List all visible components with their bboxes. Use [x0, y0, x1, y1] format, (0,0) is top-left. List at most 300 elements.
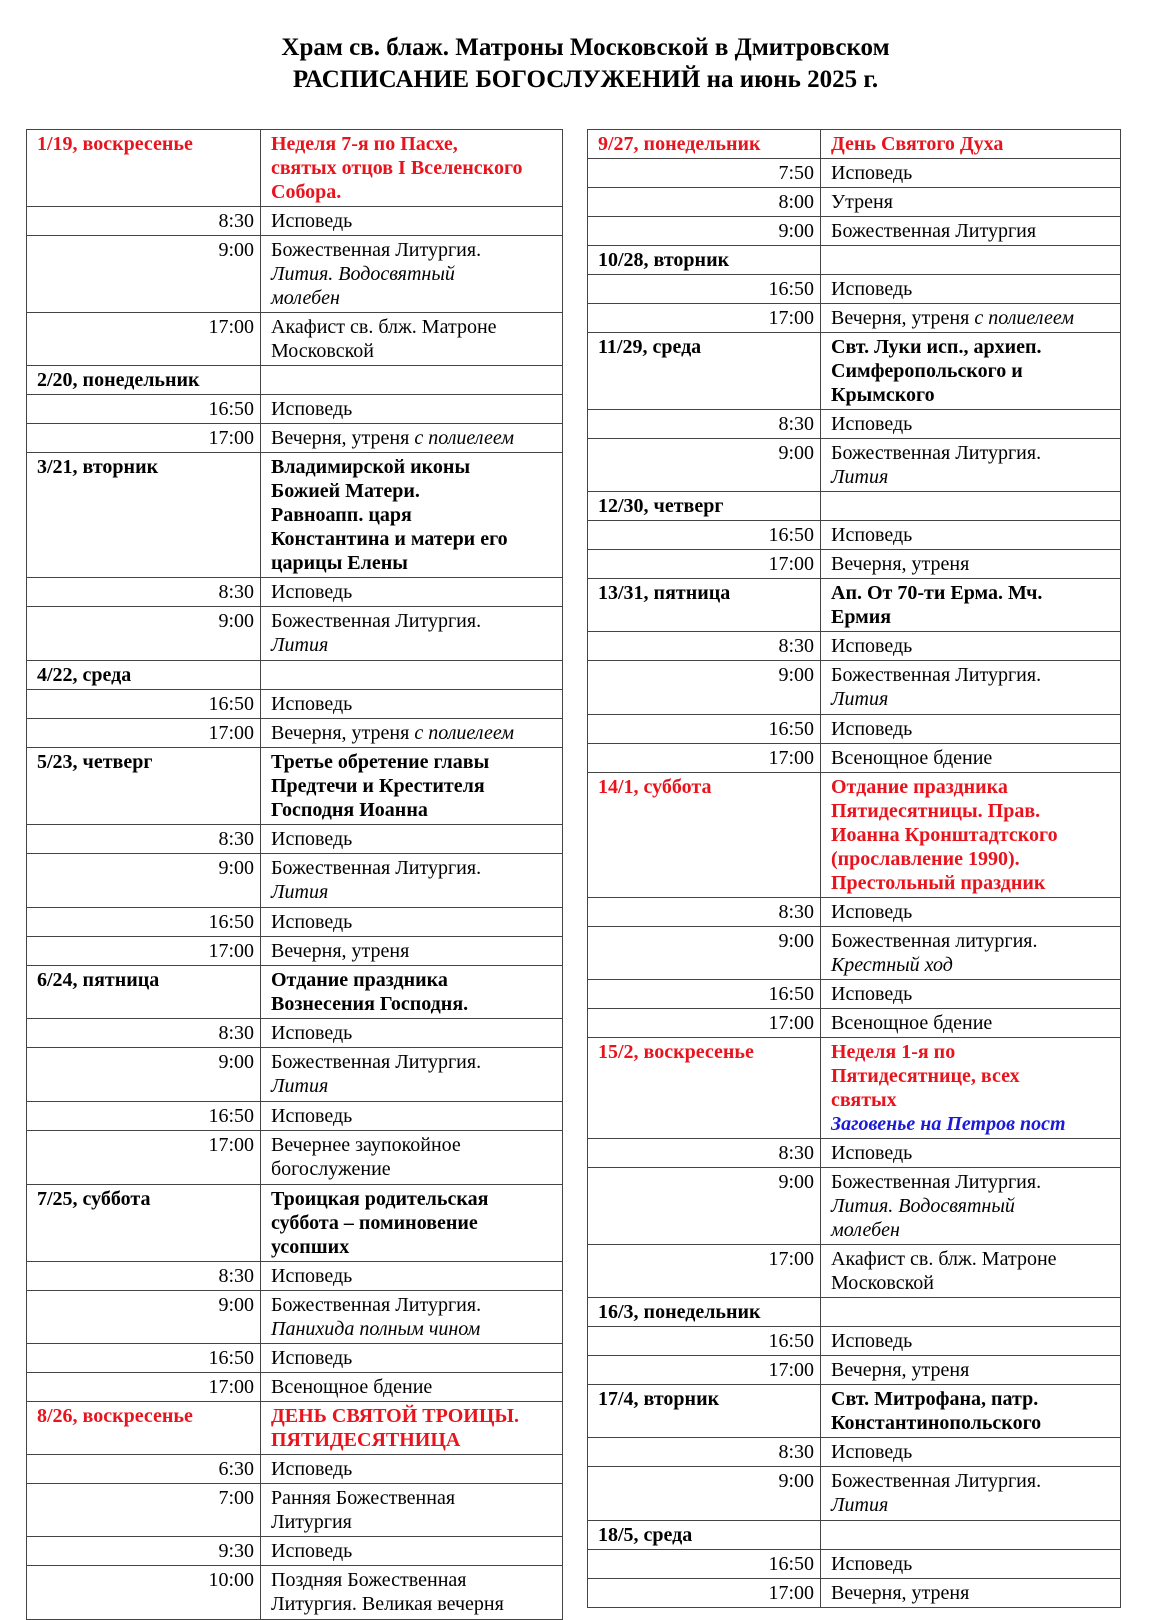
text-segment: Исповедь [271, 210, 353, 232]
text-segment: Божественная Литургия [831, 220, 1037, 242]
day-title [821, 130, 1121, 159]
service-time: 7:00 [27, 1484, 261, 1537]
service-row [27, 395, 563, 424]
text-segment: Исповедь [831, 718, 913, 740]
service-description [821, 410, 1121, 439]
day-date: 2/20, понедельник [27, 366, 261, 395]
service-description [821, 304, 1121, 333]
service-description [261, 1537, 563, 1566]
text-segment: Божией Матери. [271, 480, 420, 502]
text-segment: Вечернее заупокойное [271, 1134, 461, 1156]
service-time: 8:30 [588, 632, 821, 661]
fast-note: Заговенье на Петров пост [831, 1113, 1066, 1135]
service-row [27, 1566, 563, 1620]
text-segment: Вечерня, утреня [271, 940, 410, 962]
text-segment: Божественная Литургия. [271, 1294, 482, 1316]
text-segment: Исповедь [831, 1330, 913, 1352]
service-time: 16:50 [27, 395, 261, 424]
service-description [261, 854, 563, 908]
day-row [27, 130, 563, 207]
service-description [821, 1168, 1121, 1245]
text-segment: Исповедь [831, 635, 913, 657]
day-row [588, 130, 1121, 159]
text-segment: Равноапп. царя [271, 504, 412, 526]
church-title: Храм св. блаж. Матроны Московской в Дмитровском [281, 34, 890, 61]
service-row [27, 578, 563, 607]
day-title [821, 333, 1121, 410]
service-description [261, 1291, 563, 1344]
day-date: 8/26, воскресенье [27, 1402, 261, 1455]
day-title [821, 1298, 1121, 1327]
text-segment: Исповедь [271, 1022, 353, 1044]
text-segment: Неделя 1-я по [831, 1041, 956, 1063]
text-segment: Крестный ход [831, 954, 953, 976]
day-title [821, 773, 1121, 898]
schedule-table-right [587, 129, 1121, 1608]
text-segment: Московской [831, 1272, 934, 1294]
day-row [588, 246, 1121, 275]
text-segment: Исповедь [831, 413, 913, 435]
service-description [261, 578, 563, 607]
day-date: 10/28, вторник [588, 246, 821, 275]
service-row [588, 1550, 1121, 1579]
text-segment: Третье обретение главы [271, 751, 490, 773]
text-segment: Исповедь [831, 524, 913, 546]
service-row [588, 744, 1121, 773]
text-segment: Исповедь [271, 911, 353, 933]
text-segment: Божественная Литургия. [271, 610, 482, 632]
service-description [261, 1344, 563, 1373]
text-segment: Ермия [831, 606, 892, 628]
text-segment: Исповедь [831, 1142, 913, 1164]
service-time: 16:50 [588, 521, 821, 550]
text-segment: Утреня [831, 191, 893, 213]
day-row [588, 492, 1121, 521]
service-row [27, 854, 563, 908]
day-title [821, 492, 1121, 521]
service-description [261, 395, 563, 424]
service-row [588, 632, 1121, 661]
service-description [821, 980, 1121, 1009]
day-title [261, 130, 563, 207]
day-date: 14/1, суббота [588, 773, 821, 898]
day-date: 3/21, вторник [27, 453, 261, 578]
text-segment: Всенощное бдение [831, 1012, 993, 1034]
service-description [821, 550, 1121, 579]
text-segment: Исповедь [831, 278, 913, 300]
service-description [261, 313, 563, 366]
text-segment: Божественная Литургия. [271, 239, 482, 261]
service-row [27, 424, 563, 453]
service-row [27, 825, 563, 854]
service-time: 8:30 [588, 1139, 821, 1168]
text-segment: Исповедь [831, 983, 913, 1005]
day-title [261, 366, 563, 395]
service-description [261, 1455, 563, 1484]
day-title [821, 1038, 1121, 1139]
text-segment: Божественная Литургия. [831, 664, 1042, 686]
service-time: 8:30 [27, 207, 261, 236]
service-time: 10:00 [27, 1566, 261, 1620]
text-segment: с полиелеем [414, 427, 515, 449]
service-time: 17:00 [588, 1009, 821, 1038]
text-segment: с полиелеем [974, 307, 1075, 329]
text-segment: Литургия [271, 1511, 352, 1533]
text-segment: молебен [271, 287, 340, 309]
service-row [588, 1438, 1121, 1467]
service-row [588, 1467, 1121, 1521]
service-description [261, 908, 563, 937]
service-row [588, 661, 1121, 715]
text-segment: Крымского [831, 384, 935, 406]
service-time: 17:00 [588, 550, 821, 579]
service-time: 17:00 [588, 1245, 821, 1298]
text-segment: Вечерня, утреня [831, 307, 975, 329]
text-segment: Иоанна Кронштадтского [831, 824, 1058, 846]
service-description [821, 275, 1121, 304]
service-time: 17:00 [588, 304, 821, 333]
service-row [27, 937, 563, 966]
service-description [821, 1245, 1121, 1298]
text-segment: Константина и матери его [271, 528, 508, 550]
text-segment: с полиелеем [414, 722, 515, 744]
service-time: 16:50 [588, 1550, 821, 1579]
text-segment: Собора. [271, 181, 342, 203]
service-row [27, 1291, 563, 1344]
service-description [821, 898, 1121, 927]
service-description [261, 1019, 563, 1048]
service-row [588, 439, 1121, 492]
day-row [27, 661, 563, 690]
service-description [261, 719, 563, 748]
text-segment: Московской [271, 340, 374, 362]
text-segment: Лития [831, 688, 889, 710]
service-row [27, 1102, 563, 1131]
service-time: 16:50 [588, 980, 821, 1009]
text-segment: Вознесения Господня. [271, 993, 469, 1015]
day-row [588, 1521, 1121, 1550]
service-time: 16:50 [27, 690, 261, 719]
service-description [821, 217, 1121, 246]
service-row [588, 980, 1121, 1009]
service-description [821, 927, 1121, 980]
text-segment: Исповедь [831, 1441, 913, 1463]
service-description [261, 690, 563, 719]
service-time: 17:00 [27, 937, 261, 966]
day-title [261, 661, 563, 690]
text-segment: Вечерня, утреня [831, 553, 970, 575]
service-description [821, 1579, 1121, 1608]
schedule-title: РАСПИСАНИЕ БОГОСЛУЖЕНИЙ на июнь 2025 г. [292, 66, 879, 93]
service-time: 7:50 [588, 159, 821, 188]
text-segment: Неделя 7-я по Пасхе, [271, 133, 458, 155]
service-row [588, 927, 1121, 980]
service-row [27, 607, 563, 661]
text-segment: Отдание праздника [831, 776, 1008, 798]
text-segment: Исповедь [271, 693, 353, 715]
service-time: 16:50 [588, 275, 821, 304]
day-row [588, 773, 1121, 898]
service-row [588, 715, 1121, 744]
service-row [588, 1009, 1121, 1038]
day-row [27, 453, 563, 578]
text-segment: Лития. Водосвятный [831, 1195, 1015, 1217]
text-segment: Престольный праздник [831, 872, 1046, 894]
service-row [27, 1537, 563, 1566]
service-time: 8:30 [588, 1438, 821, 1467]
text-segment: Лития [831, 1494, 889, 1516]
service-time: 16:50 [27, 1102, 261, 1131]
text-segment: Предтечи и Крестителя [271, 775, 485, 797]
day-title [821, 579, 1121, 632]
service-time: 9:00 [27, 607, 261, 661]
text-segment: Панихида полным чином [271, 1318, 481, 1340]
day-row [588, 333, 1121, 410]
service-description [821, 159, 1121, 188]
page-header [0, 32, 1171, 96]
service-time: 17:00 [588, 1356, 821, 1385]
day-title [821, 1385, 1121, 1438]
day-date: 11/29, среда [588, 333, 821, 410]
day-date: 17/4, вторник [588, 1385, 821, 1438]
text-segment: Лития [271, 634, 329, 656]
service-time: 9:00 [588, 1168, 821, 1245]
service-row [27, 690, 563, 719]
service-row [27, 1262, 563, 1291]
service-row [588, 898, 1121, 927]
text-segment: Исповедь [271, 1540, 353, 1562]
text-segment: ПЯТИДЕСЯТНИЦА [271, 1429, 461, 1451]
day-row [27, 1402, 563, 1455]
service-time: 8:30 [588, 410, 821, 439]
day-date: 4/22, среда [27, 661, 261, 690]
service-description [821, 1467, 1121, 1521]
service-row [588, 217, 1121, 246]
text-segment: Константинопольского [831, 1412, 1042, 1434]
service-time: 8:30 [27, 1262, 261, 1291]
text-segment: (прославление 1990). [831, 848, 1020, 870]
service-description [821, 744, 1121, 773]
service-time: 9:00 [27, 854, 261, 908]
text-segment: усопших [271, 1236, 350, 1258]
service-description [261, 424, 563, 453]
service-row [588, 1327, 1121, 1356]
text-segment: суббота – поминовение [271, 1212, 478, 1234]
text-segment: Акафист св. блж. Матроне [831, 1248, 1057, 1270]
day-row [588, 1298, 1121, 1327]
service-description [821, 632, 1121, 661]
text-segment: Лития [271, 881, 329, 903]
text-segment: Исповедь [271, 1265, 353, 1287]
service-description [261, 607, 563, 661]
day-title [261, 966, 563, 1019]
service-time: 8:30 [588, 898, 821, 927]
text-segment: Вечерня, утреня [831, 1582, 970, 1604]
service-time: 8:30 [27, 825, 261, 854]
text-segment: Господня Иоанна [271, 799, 428, 821]
service-time: 17:00 [588, 1579, 821, 1608]
text-segment: Всенощное бдение [831, 747, 993, 769]
day-title [261, 1185, 563, 1262]
day-date: 9/27, понедельник [588, 130, 821, 159]
service-row [588, 275, 1121, 304]
service-time: 6:30 [27, 1455, 261, 1484]
service-description [261, 1566, 563, 1620]
day-date: 18/5, среда [588, 1521, 821, 1550]
service-description [821, 521, 1121, 550]
service-time: 8:00 [588, 188, 821, 217]
day-row [588, 579, 1121, 632]
service-time: 9:00 [588, 661, 821, 715]
service-time: 17:00 [588, 744, 821, 773]
day-row [27, 966, 563, 1019]
text-segment: Исповедь [271, 1458, 353, 1480]
service-row [588, 410, 1121, 439]
text-segment: Акафист св. блж. Матроне [271, 316, 497, 338]
text-segment: Исповедь [271, 398, 353, 420]
service-row [27, 207, 563, 236]
service-description [261, 207, 563, 236]
day-row [588, 1038, 1121, 1139]
text-segment: Пятидесятнице, всех [831, 1065, 1020, 1087]
service-time: 9:00 [27, 1048, 261, 1102]
service-row [588, 550, 1121, 579]
day-title [261, 1402, 563, 1455]
service-time: 9:00 [588, 217, 821, 246]
service-description [821, 439, 1121, 492]
day-date: 15/2, воскресенье [588, 1038, 821, 1139]
day-title [261, 748, 563, 825]
service-time: 16:50 [588, 1327, 821, 1356]
service-time: 9:30 [27, 1537, 261, 1566]
service-description [821, 1327, 1121, 1356]
service-row [27, 1484, 563, 1537]
service-row [27, 1048, 563, 1102]
service-row [588, 1245, 1121, 1298]
text-segment: Свт. Луки исп., архиеп. [831, 336, 1042, 358]
text-segment: Божественная Литургия. [831, 442, 1042, 464]
service-description [261, 1373, 563, 1402]
day-date: 1/19, воскресенье [27, 130, 261, 207]
text-segment: Божественная Литургия. [831, 1470, 1042, 1492]
service-description [261, 236, 563, 313]
service-row [27, 313, 563, 366]
text-segment: Владимирской иконы [271, 456, 471, 478]
service-description [261, 937, 563, 966]
service-description [261, 1131, 563, 1185]
service-row [588, 1168, 1121, 1245]
service-description [821, 1356, 1121, 1385]
day-row [588, 1385, 1121, 1438]
text-segment: Лития [271, 1075, 329, 1097]
text-segment: Исповедь [271, 828, 353, 850]
text-segment: ДЕНЬ СВЯТОЙ ТРОИЦЫ. [271, 1405, 520, 1427]
service-time: 17:00 [27, 424, 261, 453]
service-time: 17:00 [27, 719, 261, 748]
day-title [821, 246, 1121, 275]
service-row [27, 1131, 563, 1185]
service-row [27, 1455, 563, 1484]
text-segment: Литургия. Великая вечерня [271, 1593, 504, 1615]
service-row [588, 159, 1121, 188]
text-segment: Ранняя Божественная [271, 1487, 456, 1509]
service-time: 9:00 [27, 236, 261, 313]
service-time: 17:00 [27, 313, 261, 366]
text-segment: Божественная Литургия. [271, 857, 482, 879]
service-time: 17:00 [27, 1131, 261, 1185]
service-row [588, 1139, 1121, 1168]
day-date: 5/23, четверг [27, 748, 261, 825]
service-description [821, 1550, 1121, 1579]
text-segment: Пятидесятницы. Прав. [831, 800, 1041, 822]
service-time: 9:00 [588, 439, 821, 492]
service-time: 9:00 [588, 927, 821, 980]
text-segment: Свт. Митрофана, патр. [831, 1388, 1039, 1410]
text-segment: Исповедь [271, 1105, 353, 1127]
text-segment: Божественная Литургия. [271, 1051, 482, 1073]
service-time: 16:50 [27, 1344, 261, 1373]
text-segment: Исповедь [831, 901, 913, 923]
service-row [588, 1356, 1121, 1385]
service-row [27, 1344, 563, 1373]
service-time: 17:00 [27, 1373, 261, 1402]
text-segment: День Святого Духа [831, 133, 1004, 155]
text-segment: Троицкая родительская [271, 1188, 489, 1210]
text-segment: Исповедь [271, 581, 353, 603]
service-row [588, 1579, 1121, 1608]
schedule-table-left [26, 129, 563, 1620]
service-time: 9:00 [588, 1467, 821, 1521]
text-segment: святых [831, 1089, 897, 1111]
service-description [261, 1262, 563, 1291]
text-segment: Симферопольского и [831, 360, 1023, 382]
day-row [27, 748, 563, 825]
day-title [821, 1521, 1121, 1550]
service-row [588, 188, 1121, 217]
day-date: 7/25, суббота [27, 1185, 261, 1262]
day-date: 13/31, пятница [588, 579, 821, 632]
service-time: 9:00 [27, 1291, 261, 1344]
day-date: 6/24, пятница [27, 966, 261, 1019]
day-row [27, 366, 563, 395]
service-time: 8:30 [27, 578, 261, 607]
service-description [821, 1009, 1121, 1038]
service-description [821, 1139, 1121, 1168]
text-segment: Исповедь [831, 1553, 913, 1575]
day-date: 12/30, четверг [588, 492, 821, 521]
text-segment: Вечерня, утреня [831, 1359, 970, 1381]
service-description [261, 825, 563, 854]
service-row [27, 236, 563, 313]
text-segment: Божественная Литургия. [831, 1171, 1042, 1193]
service-row [27, 719, 563, 748]
text-segment: Вечерня, утреня [271, 427, 415, 449]
text-segment: Отдание праздника [271, 969, 448, 991]
service-description [261, 1048, 563, 1102]
text-segment: святых отцов I Вселенского [271, 157, 523, 179]
text-segment: Исповедь [271, 1347, 353, 1369]
text-segment: молебен [831, 1219, 900, 1241]
service-row [588, 304, 1121, 333]
day-row [27, 1185, 563, 1262]
text-segment: Поздняя Божественная [271, 1569, 467, 1591]
text-segment: Исповедь [831, 162, 913, 184]
text-segment: богослужение [271, 1158, 391, 1180]
service-row [588, 521, 1121, 550]
text-segment: Всенощное бдение [271, 1376, 433, 1398]
day-title [261, 453, 563, 578]
service-row [27, 1373, 563, 1402]
